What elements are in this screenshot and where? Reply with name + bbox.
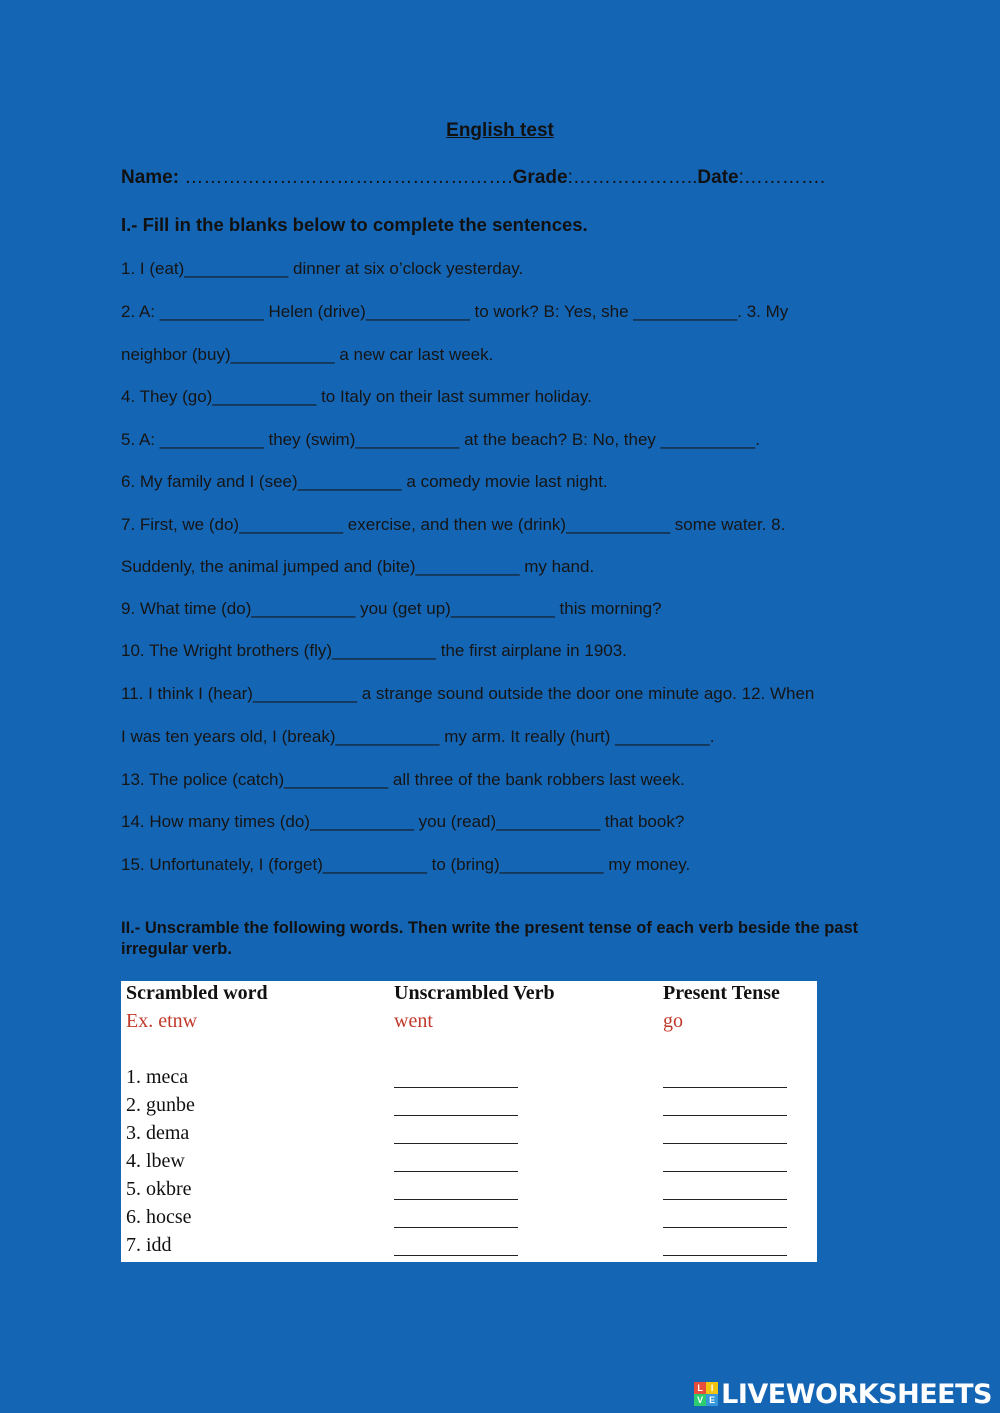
unscrambled-blank[interactable] [394, 1143, 518, 1144]
date-label: Date [697, 167, 739, 188]
section1-heading: I.- Fill in the blanks below to complete the sentences. [121, 214, 588, 235]
unscrambled-blank[interactable] [394, 1199, 518, 1200]
scrambled-word: 5. okbre [126, 1178, 192, 1200]
date-blank[interactable]: :…………. [738, 167, 826, 188]
sentence-line[interactable]: Suddenly, the animal jumped and (bite)___________ my hand. [121, 557, 595, 576]
sentence-line[interactable]: 10. The Wright brothers (fly)___________ the first airplane in 1903. [121, 641, 627, 660]
sentence-line[interactable]: 13. The police (catch)___________ all three of the bank robbers last week. [121, 770, 685, 789]
grade-label: Grade [512, 167, 568, 188]
sentence-line[interactable]: neighbor (buy)___________ a new car last week. [121, 345, 494, 364]
present-blank[interactable] [663, 1255, 787, 1256]
column-header-unscrambled: Unscrambled Verb [394, 982, 555, 1004]
student-info-line [121, 167, 825, 189]
sentence-line[interactable]: 1. I (eat)___________ dinner at six o’clock yesterday. [121, 259, 524, 278]
sentence-line[interactable]: 5. A: ___________ they (swim)___________ at the beach? B: No, they __________. [121, 430, 760, 449]
present-blank[interactable] [663, 1227, 787, 1228]
unscrambled-blank[interactable] [394, 1087, 518, 1088]
scrambled-word: 3. dema [126, 1122, 190, 1144]
sentence-line[interactable]: 14. How many times (do)___________ you (read)___________ that book? [121, 812, 685, 831]
scrambled-word: 4. lbew [126, 1150, 185, 1172]
liveworksheets-logo-text: LIVEWORKSHEETS [721, 1378, 992, 1410]
column-header-scrambled: Scrambled word [126, 982, 268, 1004]
present-blank[interactable] [663, 1115, 787, 1116]
name-blank[interactable]: ……………………………………………. [179, 167, 513, 188]
unscrambled-blank[interactable] [394, 1115, 518, 1116]
sentence-line[interactable]: 4. They (go)___________ to Italy on their last summer holiday. [121, 387, 592, 406]
grade-blank[interactable]: :……………….. [567, 167, 698, 188]
present-blank[interactable] [663, 1143, 787, 1144]
sentence-line[interactable]: 7. First, we (do)___________ exercise, and then we (drink)___________ some water. 8. [121, 515, 786, 534]
present-blank[interactable] [663, 1171, 787, 1172]
scrambled-word: 7. idd [126, 1234, 172, 1256]
present-blank[interactable] [663, 1199, 787, 1200]
unscramble-table [121, 981, 817, 1262]
sentence-line[interactable]: 9. What time (do)___________ you (get up)___________ this morning? [121, 599, 662, 618]
sentence-line[interactable]: 11. I think I (hear)___________ a strange sound outside the door one minute ago. 12. When [121, 684, 815, 703]
sentence-line[interactable]: 6. My family and I (see)___________ a comedy movie last night. [121, 472, 608, 491]
example-present: go [663, 1010, 683, 1032]
scrambled-word: 1. meca [126, 1066, 189, 1088]
unscrambled-blank[interactable] [394, 1171, 518, 1172]
liveworksheets-logo [694, 1378, 992, 1410]
name-label: Name: [121, 167, 180, 188]
sentence-line[interactable]: I was ten years old, I (break)___________ my arm. It really (hurt) __________. [121, 727, 715, 746]
example-unscrambled: went [394, 1010, 433, 1032]
example-scrambled: Ex. etnw [126, 1010, 198, 1032]
scrambled-word: 6. hocse [126, 1206, 192, 1228]
scrambled-word: 2. gunbe [126, 1094, 195, 1116]
unscrambled-blank[interactable] [394, 1227, 518, 1228]
section2-heading: II.- Unscramble the following words. Then write the present tense of each verb beside the past irregular verb. [121, 919, 859, 958]
unscrambled-blank[interactable] [394, 1255, 518, 1256]
worksheet-title: English test [446, 120, 554, 141]
present-blank[interactable] [663, 1087, 787, 1088]
liveworksheets-logo-icon: L I V E [694, 1382, 718, 1406]
sentence-line[interactable]: 15. Unfortunately, I (forget)___________ to (bring)___________ my money. [121, 855, 691, 874]
sentence-line[interactable]: 2. A: ___________ Helen (drive)___________ to work? B: Yes, she ___________. 3. My [121, 302, 789, 321]
column-header-present: Present Tense [663, 982, 780, 1004]
